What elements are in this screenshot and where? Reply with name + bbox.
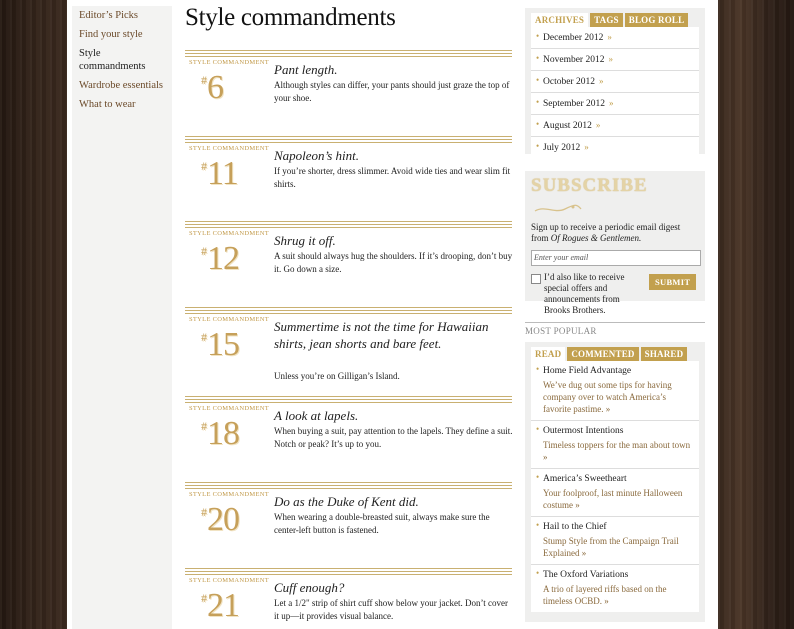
commandment-heading: Cuff enough? xyxy=(274,580,345,595)
tab-archives[interactable]: ARCHIVES xyxy=(531,13,588,27)
commandment-heading: Summertime is not the time for Hawaiian shirts, jean shorts and bare feet. xyxy=(274,319,489,351)
hash-mark: # xyxy=(201,73,206,87)
subscribe-publication: Of Rogues & Gentlemen. xyxy=(550,233,642,243)
commandment-number xyxy=(201,501,239,539)
bullet-icon: • xyxy=(536,31,540,41)
double-arrow-icon: » xyxy=(609,98,614,108)
submit-button[interactable]: SUBMIT xyxy=(649,274,696,290)
offers-checkbox-label: I’d also like to receive special offers and announcements from Brooks Brothers. xyxy=(544,272,625,315)
archive-label: December 2012 xyxy=(543,33,604,43)
divider-rule xyxy=(185,396,512,403)
commandment-heading: Do as the Duke of Kent did. xyxy=(274,494,419,509)
offers-checkbox[interactable] xyxy=(531,274,541,284)
commandment-number xyxy=(201,69,223,107)
bullet-icon: • xyxy=(536,472,540,482)
commandment-label: STYLE COMMANDMENT xyxy=(189,230,270,237)
commandment-number-value: 6 xyxy=(207,69,223,106)
popular-item[interactable] xyxy=(531,517,699,565)
subscribe-description xyxy=(525,219,705,247)
tab-shared[interactable]: SHARED xyxy=(641,347,688,361)
commandment-heading: A look at lapels. xyxy=(274,408,359,423)
nav-item-wardrobe-essentials[interactable]: Wardrobe essentials xyxy=(79,80,163,91)
popular-item-description[interactable]: Timeless toppers for the man about town » xyxy=(543,440,691,462)
archive-label: November 2012 xyxy=(543,55,605,65)
divider-rule xyxy=(185,307,512,314)
subscribe-title xyxy=(525,171,705,219)
commandment-body: Let a 1/2" strip of shirt cuff show below your jacket. Don’t cover it up—it provides visual balance. xyxy=(274,598,509,621)
commandment-label: STYLE COMMANDMENT xyxy=(189,145,270,152)
archive-item-october-2012[interactable] xyxy=(531,71,699,93)
commandment-body: When wearing a double-breasted suit, always make sure the center-left button is fastened. xyxy=(274,512,490,535)
nav-item-style-commandments[interactable]: Style commandments xyxy=(79,48,146,72)
archive-item-august-2012[interactable] xyxy=(531,115,699,137)
popular-item-description[interactable]: Your foolproof, last minute Halloween costume » xyxy=(543,488,683,510)
popular-item[interactable] xyxy=(531,565,699,612)
popular-item-title[interactable]: Outermost Intentions xyxy=(543,426,624,436)
commandment-label: STYLE COMMANDMENT xyxy=(189,316,270,323)
subscribe-title-text: SUBSCRIBE xyxy=(531,175,648,196)
left-nav xyxy=(72,6,172,629)
commandment-label: STYLE COMMANDMENT xyxy=(189,491,270,498)
commandment-item xyxy=(185,482,512,568)
commandment-heading: Shrug it off. xyxy=(274,233,336,248)
hash-mark: # xyxy=(201,159,206,173)
subscribe-box xyxy=(525,171,705,315)
bullet-icon: • xyxy=(536,141,540,151)
popular-tabs xyxy=(525,342,705,361)
nav-item-find-your-style[interactable]: Find your style xyxy=(79,29,143,40)
most-popular-section xyxy=(525,322,705,336)
double-arrow-icon: » xyxy=(608,54,613,64)
popular-item-title[interactable]: The Oxford Variations xyxy=(543,570,629,580)
most-popular-heading: MOST POPULAR xyxy=(525,326,597,336)
page-title: Style commandments xyxy=(185,4,396,31)
page-content xyxy=(67,0,718,629)
divider-rule xyxy=(185,482,512,489)
bullet-icon: • xyxy=(536,97,540,107)
commandment-number-value: 18 xyxy=(207,415,239,452)
popular-item-description[interactable]: Stump Style from the Campaign Trail Explained » xyxy=(543,536,679,558)
commandment-number-value: 15 xyxy=(207,326,239,363)
commandment-item xyxy=(185,221,512,307)
divider-rule xyxy=(185,136,512,143)
commandment-heading: Napoleon’s hint. xyxy=(274,148,359,163)
commandment-number-value: 20 xyxy=(207,501,239,538)
bullet-icon: • xyxy=(536,75,540,85)
commandment-body: Unless you’re on Gilligan’s Island. xyxy=(274,371,400,381)
subscribe-text: Sign up to receive a periodic email digest from xyxy=(531,222,681,243)
commandment-body: A suit should always hug the shoulders. If it’s drooping, don’t buy it. Go down a size. xyxy=(274,251,513,274)
nav-item-editors-picks[interactable]: Editor’s Picks xyxy=(79,10,139,21)
tab-commented[interactable]: COMMENTED xyxy=(567,347,638,361)
commandment-number xyxy=(201,326,239,364)
tab-tags[interactable]: TAGS xyxy=(590,13,623,27)
commandment-item xyxy=(185,568,512,629)
commandment-number-value: 21 xyxy=(207,587,239,624)
popular-item[interactable] xyxy=(531,469,699,517)
hash-mark: # xyxy=(201,330,206,344)
hash-mark: # xyxy=(201,505,206,519)
wood-background-left xyxy=(0,0,67,629)
hash-mark: # xyxy=(201,591,206,605)
double-arrow-icon: » xyxy=(584,142,589,152)
commandment-number-value: 12 xyxy=(207,240,239,277)
commandment-body: When buying a suit, pay attention to the lapels. They define a suit. Notch or peak? It’s up to you. xyxy=(274,426,513,449)
popular-item-title[interactable]: America’s Sweetheart xyxy=(543,474,627,484)
hash-mark: # xyxy=(201,244,206,258)
tab-blog-roll[interactable]: BLOG ROLL xyxy=(625,13,689,27)
bullet-icon: • xyxy=(536,53,540,63)
double-arrow-icon: » xyxy=(607,32,612,42)
commandment-number xyxy=(201,587,239,625)
wood-background-right xyxy=(718,0,794,629)
divider-rule xyxy=(185,568,512,575)
bullet-icon: • xyxy=(536,364,540,374)
offers-row xyxy=(525,269,705,322)
archive-item-november-2012[interactable] xyxy=(531,49,699,71)
flourish-icon xyxy=(533,202,583,216)
double-arrow-icon: » xyxy=(598,76,604,86)
archive-item-july-2012[interactable] xyxy=(531,137,699,158)
commandment-item xyxy=(185,136,512,222)
email-input[interactable]: Enter your email xyxy=(531,250,701,266)
commandment-label: STYLE COMMANDMENT xyxy=(189,59,270,66)
commandment-body: If you’re shorter, dress slimmer. Avoid wide ties and wear slim fit shirts. xyxy=(274,166,511,189)
popular-item[interactable] xyxy=(531,421,699,469)
archive-label: October 2012 xyxy=(543,77,595,87)
commandment-heading: Pant length. xyxy=(274,62,338,77)
bullet-icon: • xyxy=(536,119,540,129)
archives-tabs xyxy=(525,8,705,27)
archive-item-december-2012[interactable] xyxy=(531,27,699,49)
popular-item-title[interactable]: Home Field Advantage xyxy=(543,366,632,376)
commandment-label: STYLE COMMANDMENT xyxy=(189,405,270,412)
tab-read[interactable]: READ xyxy=(531,347,565,361)
commandment-number-value: 11 xyxy=(207,155,238,192)
hash-mark: # xyxy=(201,419,206,433)
archive-label: July 2012 xyxy=(543,143,581,153)
bullet-icon: • xyxy=(536,520,540,530)
archive-label: August 2012 xyxy=(543,121,592,131)
commandment-item xyxy=(185,307,512,393)
commandment-number xyxy=(201,415,239,453)
divider-rule xyxy=(185,50,512,57)
commandment-number xyxy=(201,240,239,278)
popular-item-title[interactable]: Hail to the Chief xyxy=(543,522,607,532)
nav-item-what-to-wear[interactable]: What to wear xyxy=(79,99,136,110)
archive-item-september-2012[interactable] xyxy=(531,93,699,115)
popular-item-description[interactable]: A trio of layered riffs based on the timeless OCBD. » xyxy=(543,584,667,606)
double-arrow-icon: » xyxy=(595,120,601,130)
commandment-label: STYLE COMMANDMENT xyxy=(189,577,270,584)
bullet-icon: • xyxy=(536,568,540,578)
archive-label: September 2012 xyxy=(543,99,606,109)
most-popular-box xyxy=(525,342,705,622)
archives-list xyxy=(531,27,699,158)
popular-item-description[interactable]: We’ve dug out some tips for having company over to watch America’s favorite pastime. » xyxy=(543,380,672,414)
commandment-item xyxy=(185,396,512,482)
commandment-number xyxy=(201,155,238,193)
commandment-item xyxy=(185,50,512,136)
divider-rule xyxy=(185,221,512,228)
archives-box xyxy=(525,8,705,154)
popular-item[interactable] xyxy=(531,361,699,421)
commandment-body: Although styles can differ, your pants should just graze the top of your shoe. xyxy=(274,80,510,103)
bullet-icon: • xyxy=(536,424,540,434)
popular-list xyxy=(531,361,699,612)
